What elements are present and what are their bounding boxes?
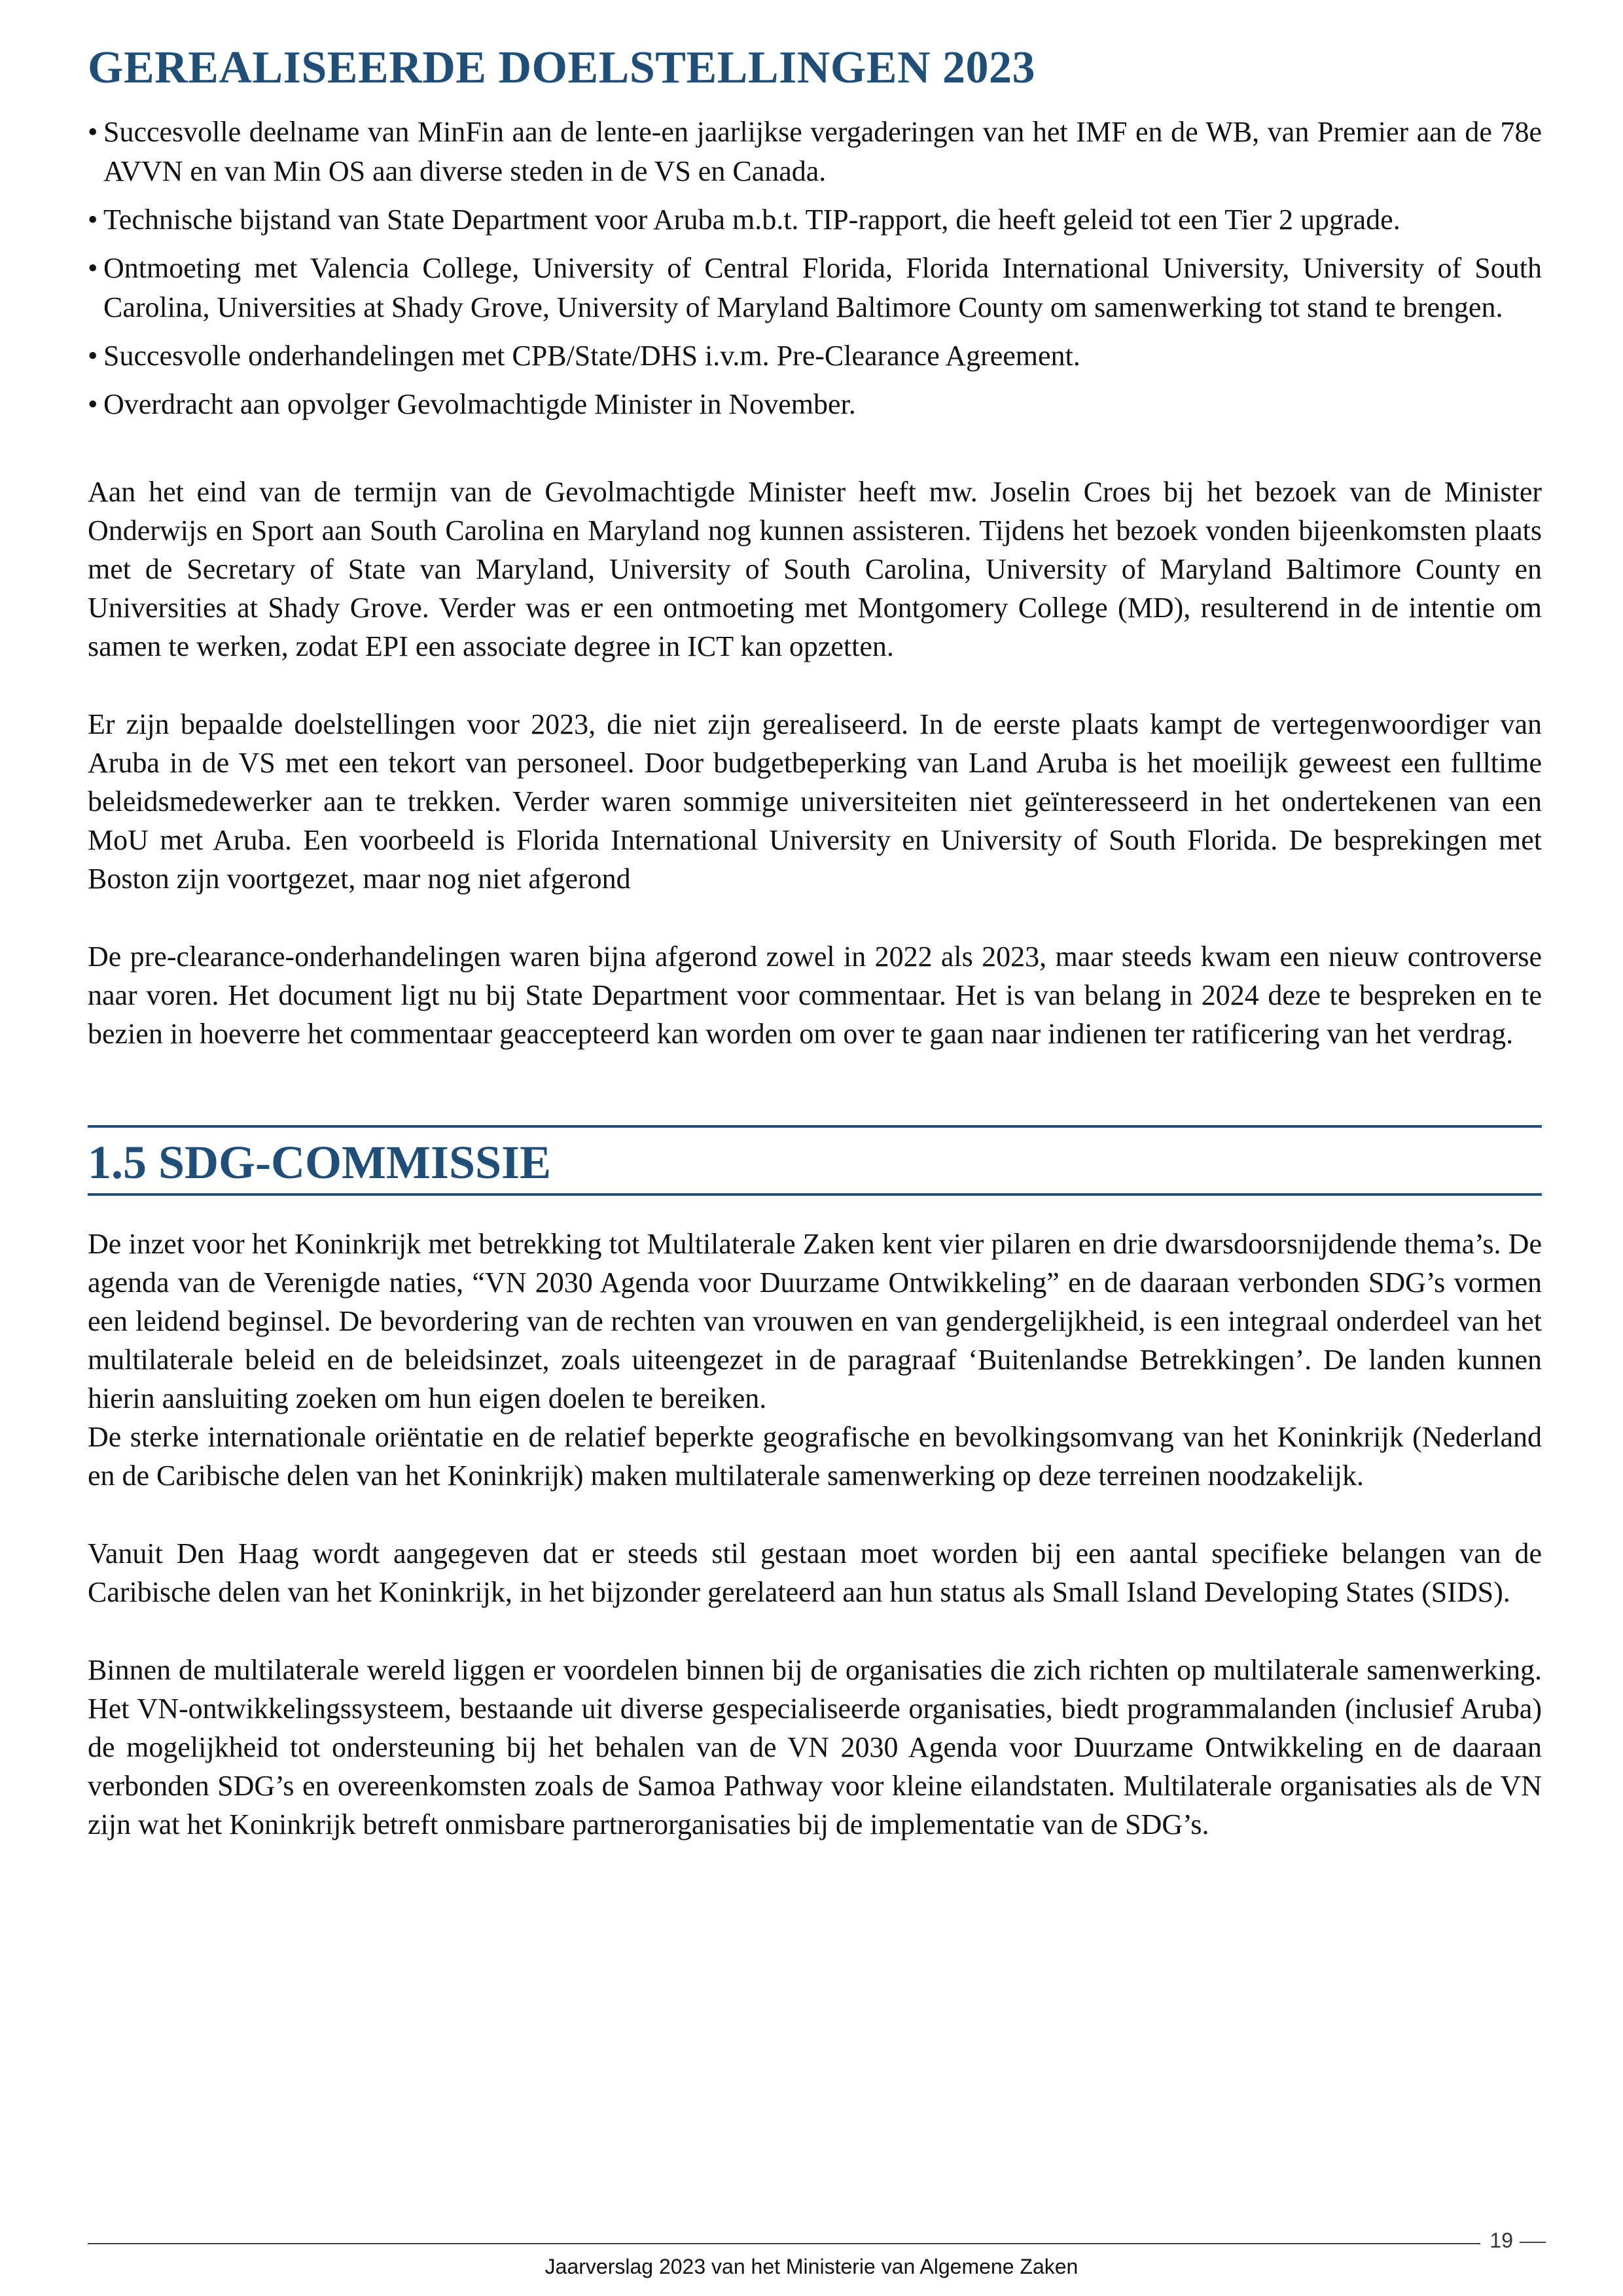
- bullet-icon: •: [88, 388, 98, 420]
- section-header: [88, 1125, 1542, 1196]
- list-item: • Technische bijstand van State Department voor Aruba m.b.t. TIP-rapport, die heeft geleid tot een Tier 2 upgrade.: [88, 200, 1542, 240]
- page-heading: GEREALISEERDE DOELSTELLINGEN 2023: [88, 43, 1036, 93]
- list-item: • Succesvolle onderhandelingen met CPB/State/DHS i.v.m. Pre-Clearance Agreement.: [88, 336, 1542, 376]
- achievements-list: [88, 113, 1542, 424]
- footer-divider: [88, 2243, 1480, 2244]
- paragraph-sdg-4: Binnen de multilaterale wereld liggen er voordelen binnen bij de organisaties die zich richten op multilaterale samenwerking. Het VN-ontwikkelingssysteem, bestaande uit diverse gespecialiseerde organisaties, biedt programmalanden (inclusief Aruba) de mogelijkheid tot ondersteuning bij het behalen van de VN 2030 Agenda voor Duurzame Ontwikkeling en de daaraan verbonden SDG’s en overeenkomsten zoals de Samoa Pathway voor kleine eilandstaten. Multilaterale organisaties als de VN zijn wat het Koninkrijk betreft onmisbare partnerorganisaties bij de implementatie van de SDG’s.: [88, 1654, 1542, 1840]
- bullet-icon: •: [88, 204, 98, 236]
- page-number: 19: [1489, 2229, 1546, 2253]
- bullet-icon: •: [88, 252, 98, 284]
- footer-text: Jaarverslag 2023 van het Ministerie van Algemene Zaken: [544, 2255, 1079, 2278]
- paragraph-sdg-3: Vanuit Den Haag wordt aangegeven dat er steeds stil gestaan moet worden bij een aantal specifieke belangen van de Caribische delen van het Koninkrijk, in het bijzonder gerelateerd aan hun status als Small Island Developing States (SIDS).: [88, 1537, 1542, 1608]
- document-body: [88, 41, 1542, 1844]
- list-item: • Overdracht aan opvolger Gevolmachtigde Minister in November.: [88, 385, 1542, 424]
- paragraph-sdg-1: De inzet voor het Koninkrijk met betrekking tot Multilaterale Zaken kent vier pilaren en drie dwarsdoorsnijdende thema’s. De agenda van de Verenigde naties, “VN 2030 Agenda voor Duurzame Ontwikkeling” en de daaraan verbonden SDG’s vormen een leidend beginsel. De bevordering van de rechten van vrouwen en van gendergelijkheid, is een integraal onderdeel van het multilaterale beleid en de beleidsinzet, zoals uiteengezet in de paragraaf ‘Buitenlandse Betrekkingen’. De landen kunnen hierin aansluiting zoeken om hun eigen doelen te bereiken.: [88, 1228, 1542, 1414]
- paragraph-preclearance: De pre-clearance-onderhandelingen waren bijna afgerond zowel in 2022 als 2023, maar steeds kwam een nieuw controverse naar voren. Het document ligt nu bij State Department voor commentaar. Het is van belang in 2024 deze te bespreken en te bezien in hoeverre het commentaar geaccepteerd kan worden om over te gaan naar indienen ter ratificering van het verdrag.: [88, 941, 1542, 1050]
- bullet-icon: •: [88, 116, 98, 148]
- paragraph-unrealized: Er zijn bepaalde doelstellingen voor 2023, die niet zijn gerealiseerd. In de eerste plaats kampt de vertegenwoordiger van Aruba in de VS met een tekort van personeel. Door budgetbeperking van Land Aruba is het moeilijk geweest een fulltime beleidsmedewerker aan te trekken. Verder waren sommige universiteiten niet geïnteresseerd in het ondertekenen van een MoU met Aruba. Een voorbeeld is Florida International University en University of South Florida. De besprekingen met Boston zijn voortgezet, maar nog niet afgerond: [88, 708, 1542, 895]
- paragraph-sdg-2: De sterke internationale oriëntatie en de relatief beperkte geografische en bevolkingsomvang van het Koninkrijk (Nederland en de Caribische delen van het Koninkrijk) maken multilaterale samenwerking op deze terreinen noodzakelijk.: [88, 1421, 1542, 1492]
- list-item: • Succesvolle deelname van MinFin aan de lente-en jaarlijkse vergaderingen van het IMF en de WB, van Premier aan de 78e AVVN en van Min OS aan diverse steden in de VS en Canada.: [88, 113, 1542, 191]
- paragraph-visit: Aan het eind van de termijn van de Gevolmachtigde Minister heeft mw. Joselin Croes bij het bezoek van de Minister Onderwijs en Sport aan South Carolina en Maryland nog kunnen assisteren. Tijdens het bezoek vonden bijeenkomsten plaats met de Secretary of State van Maryland, University of South Carolina, University of Maryland Baltimore County en Universities at Shady Grove. Verder was er een ontmoeting met Montgomery College (MD), resulterend in de intentie om samen te werken, zodat EPI een associate degree in ICT kan opzetten.: [88, 476, 1542, 662]
- list-item: • Ontmoeting met Valencia College, University of Central Florida, Florida International University, University of South Carolina, Universities at Shady Grove, University of Maryland Baltimore County om samenwerking tot stand te brengen.: [88, 249, 1542, 327]
- bullet-icon: •: [88, 340, 98, 372]
- section-title: 1.5 SDG-COMMISSIE: [88, 1136, 552, 1189]
